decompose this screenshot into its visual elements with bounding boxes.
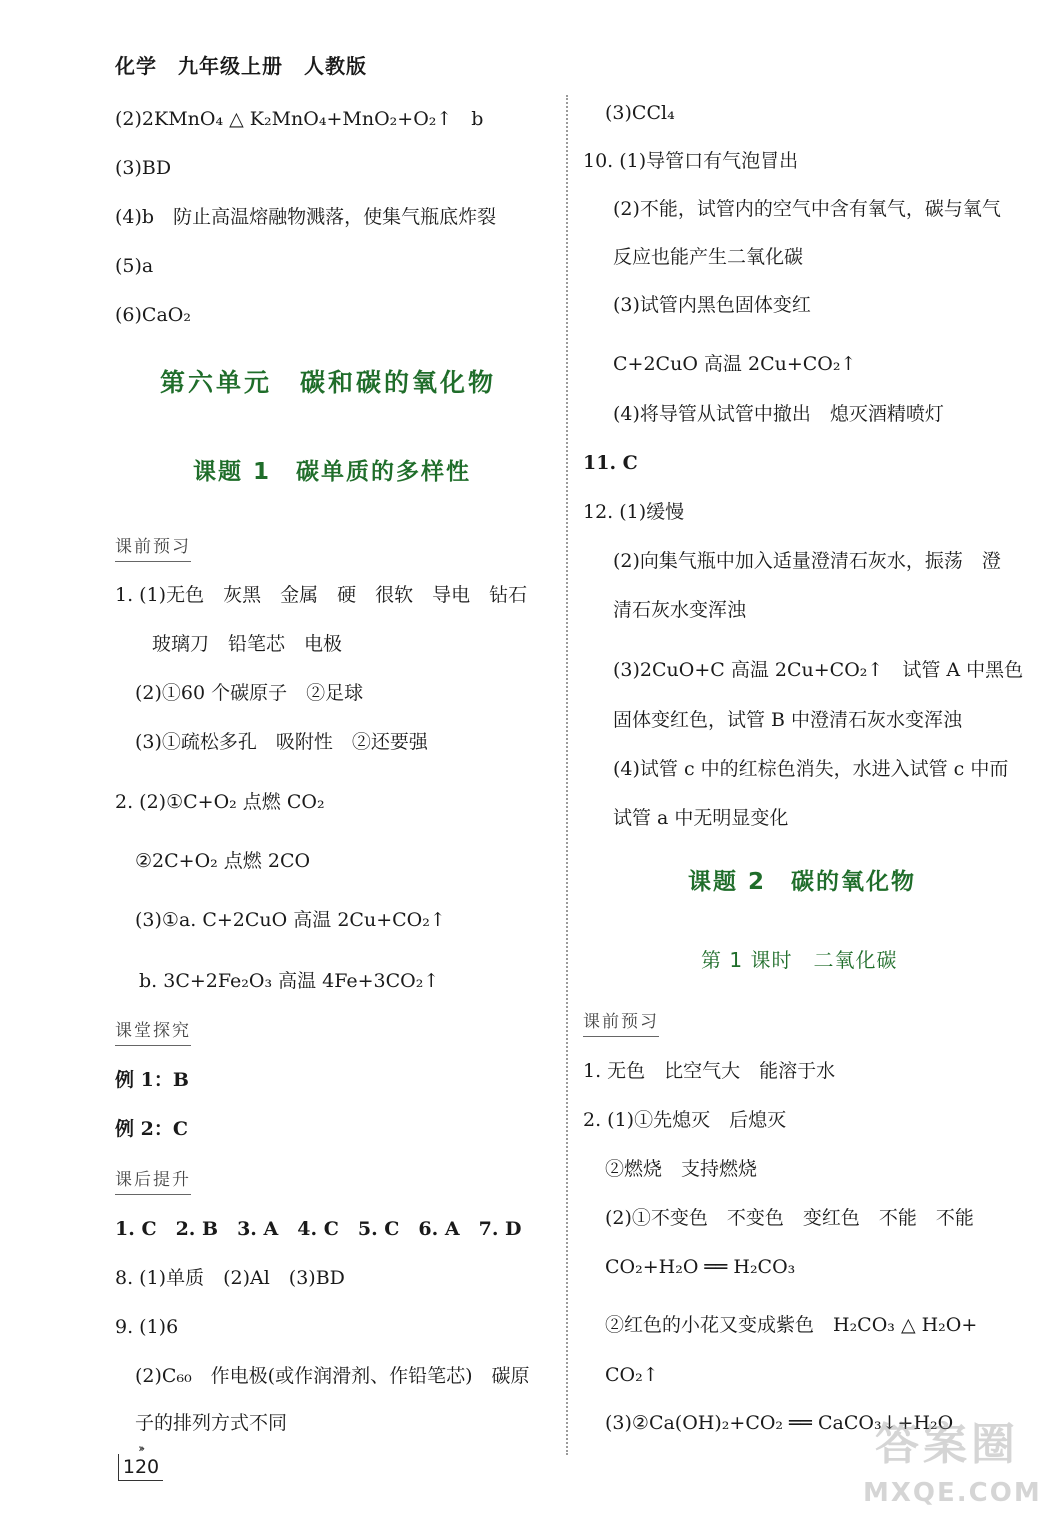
left-line-11: (3)①疏松多孔 吸附性 ②还要强 (135, 731, 428, 753)
left-line-22: 9. (1)6 (115, 1316, 179, 1338)
left-line-8: 1. (1)无色 灰黑 金属 硬 很软 导电 钻石 (115, 584, 528, 606)
right-line-16: 第 1 课时 二氧化碳 (701, 948, 898, 972)
left-line-16: 课堂探究 (115, 1018, 191, 1046)
left-line-18: 例 2：C (115, 1118, 188, 1140)
right-line-9: (2)向集气瓶中加入适量澄清石灰水，振荡 澄 (613, 550, 1001, 572)
left-line-7: 课前预习 (115, 534, 191, 562)
left-line-12: 2. (2)①C+O₂ 点燃 CO₂ (115, 791, 325, 813)
watermark-line2: MXQE.COM (863, 1478, 1042, 1508)
right-line-25: (3)②Ca(OH)₂+CO₂ ══ CaCO₃↓+H₂O (605, 1412, 954, 1434)
left-line-23: (2)C₆₀ 作电极(或作润滑剂、作铅笔芯) 碳原 (135, 1365, 530, 1387)
left-line-20: 1. C 2. B 3. A 4. C 5. C 6. A 7. D (115, 1218, 522, 1240)
right-line-21: (2)①不变色 不变色 变红色 不能 不能 (605, 1207, 974, 1229)
right-line-15: 课题 2 碳的氧化物 (688, 869, 917, 895)
watermark (845, 1408, 1042, 1528)
left-line-19: 课后提升 (115, 1167, 191, 1195)
left-line-6: 课题 1 碳单质的多样性 (193, 459, 472, 485)
right-line-20: ②燃烧 支持燃烧 (605, 1158, 758, 1180)
page-chevron-icon: ››› (138, 1442, 143, 1455)
right-line-5: C+2CuO 高温 2Cu+CO₂↑ (613, 353, 857, 375)
right-line-22: CO₂+H₂O ══ H₂CO₃ (605, 1256, 796, 1278)
left-line-10: (2)①60 个碳原子 ②足球 (135, 682, 364, 704)
left-line-1: (3)BD (115, 157, 172, 179)
left-line-0: (2)2KMnO₄ △ K₂MnO₄+MnO₂+O₂↑ b (115, 108, 484, 130)
page-header: 化学 九年级上册 人教版 (115, 54, 367, 78)
watermark-line1: 答案圈 (875, 1419, 1019, 1470)
page-number: 120 (118, 1454, 163, 1481)
right-line-14: 试管 a 中无明显变化 (613, 807, 789, 829)
left-line-9: 玻璃刀 铅笔芯 电极 (133, 633, 343, 655)
left-line-3: (5)a (115, 255, 154, 277)
right-line-24: CO₂↑ (605, 1364, 659, 1386)
right-line-3: 反应也能产生二氧化碳 (613, 246, 804, 268)
right-line-19: 2. (1)①先熄灭 后熄灭 (583, 1109, 787, 1131)
left-line-13: ②2C+O₂ 点燃 2CO (135, 850, 311, 872)
right-line-4: (3)试管内黑色固体变红 (613, 294, 811, 316)
right-line-10: 清石灰水变浑浊 (613, 599, 747, 621)
right-line-1: 10. (1)导管口有气泡冒出 (583, 150, 799, 172)
left-line-2: (4)b 防止高温熔融物溅落，使集气瓶底炸裂 (115, 206, 497, 228)
left-line-14: (3)①a. C+2CuO 高温 2Cu+CO₂↑ (135, 909, 446, 931)
right-line-12: 固体变红色，试管 B 中澄清石灰水变浑浊 (613, 709, 963, 731)
right-line-8: 12. (1)缓慢 (583, 501, 685, 523)
left-line-15: b. 3C+2Fe₂O₃ 高温 4Fe+3CO₂↑ (139, 970, 440, 992)
left-line-21: 8. (1)单质 (2)Al (3)BD (115, 1267, 345, 1289)
right-line-11: (3)2CuO+C 高温 2Cu+CO₂↑ 试管 A 中黑色 (613, 659, 1024, 681)
right-line-6: (4)将导管从试管中撤出 熄灭酒精喷灯 (613, 403, 944, 425)
left-line-5: 第六单元 碳和碳的氧化物 (160, 368, 497, 397)
right-line-2: (2)不能，试管内的空气中含有氧气，碳与氧气 (613, 198, 1001, 220)
right-line-13: (4)试管 c 中的红棕色消失，水进入试管 c 中而 (613, 758, 1009, 780)
right-line-17: 课前预习 (583, 1009, 659, 1037)
left-line-24: 子的排列方式不同 (135, 1412, 288, 1434)
right-line-7: 11. C (583, 452, 638, 474)
right-line-18: 1. 无色 比空气大 能溶于水 (583, 1060, 836, 1082)
column-divider (566, 95, 568, 1455)
right-line-0: (3)CCl₄ (605, 102, 675, 124)
right-line-23: ②红色的小花又变成紫色 H₂CO₃ △ H₂O+ (605, 1314, 978, 1336)
left-line-17: 例 1：B (115, 1069, 189, 1091)
left-line-4: (6)CaO₂ (115, 304, 191, 326)
